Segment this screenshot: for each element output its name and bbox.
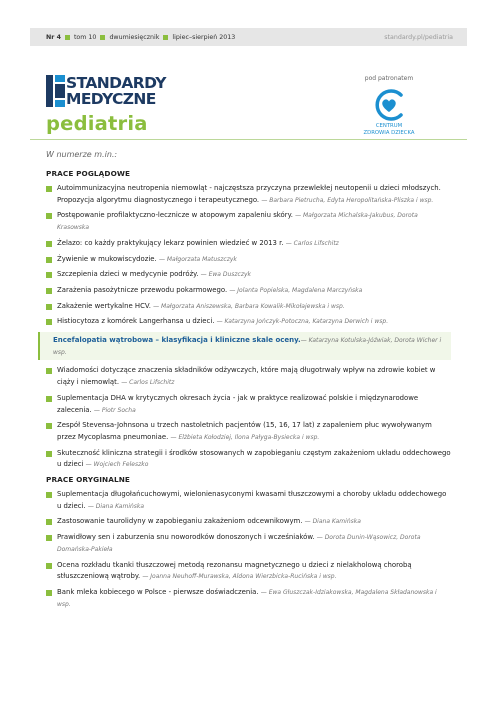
article-title: Zakażenie wertykalne HCV.	[57, 301, 151, 310]
article-authors: — Dorota Dunin-Wąsowicz, Dorota Domańska-Pakieła	[57, 534, 421, 553]
article-title: Żywienie w mukowiscydozie.	[57, 254, 157, 263]
toc-item[interactable]	[46, 301, 451, 313]
standardy-medyczne-logo	[46, 75, 206, 111]
toc-item[interactable]	[46, 316, 451, 328]
article-title: Postępowanie profilaktyczno-lecznicze w atopowym zapaleniu skóry.	[57, 211, 293, 220]
toc-item[interactable]	[46, 210, 451, 233]
square-bullet-icon	[100, 35, 105, 40]
article-title: Szczepienia dzieci w medycynie podróży.	[57, 270, 199, 279]
square-bullet-icon	[46, 368, 52, 374]
patronage-org-line-2: ZDROWIA DZIECKA	[363, 129, 415, 136]
logo-line-2: MEDYCZNE	[66, 90, 156, 108]
toc-item[interactable]	[46, 269, 451, 281]
site-link[interactable]: standardy.pl/pediatria	[384, 33, 453, 41]
patronage-block	[354, 75, 424, 136]
square-bullet-icon	[46, 451, 52, 457]
square-bullet-icon	[46, 257, 52, 263]
article-title: Zespół Stevensa-Johnsona u trzech nastoletnich pacjentów (15, 16, 17 lat) z zapaleniem płuc wywoływanym przez Mycoplasma pneumoniae.	[57, 421, 432, 441]
article-title: Suplementacja długołańcuchowymi, wielonienasyconymi kwasami tłuszczowymi a choroby układu oddechowego u dzieci.	[57, 490, 447, 510]
toc-item[interactable]	[46, 285, 451, 297]
featured-article-title: Encefalopatia wątrobowa – klasyfikacja i kliniczne skale oceny.	[53, 336, 301, 345]
article-authors: — Małgorzata Michalska-Jakubus, Dorota Krasowska	[57, 212, 418, 232]
article-title: Zarażenia pasożytnicze przewodu pokarmowego.	[57, 285, 228, 294]
article-authors: — Diana Kamińska	[87, 502, 145, 510]
article-title: Autoimmunizacyjna neutropenia niemowląt - najczęstsza przyczyna przewlekłej neutopenii u dzieci młodszych. Propozycja algorytmu diagnostycznego i terapeutycznego.	[57, 184, 441, 204]
logo-s-mark-icon	[46, 75, 65, 107]
article-authors: — Katarzyna Jończyk-Potoczna, Katarzyna Derwich i wsp.	[216, 318, 389, 326]
square-bullet-icon	[46, 288, 52, 294]
square-bullet-icon	[46, 423, 52, 429]
square-bullet-icon	[46, 319, 52, 325]
square-bullet-icon	[46, 304, 52, 310]
toc-item[interactable]	[46, 448, 451, 471]
square-bullet-icon	[46, 186, 52, 192]
issue-info	[46, 34, 235, 41]
logo-line-1: STANDARDY	[66, 74, 166, 92]
article-authors: — Barbara Pietrucha, Edyta Heropolitańska-Pliszka i wsp.	[261, 196, 434, 204]
square-bullet-icon	[46, 563, 52, 569]
square-bullet-icon	[46, 519, 52, 525]
article-authors: — Joanna Neuhoff-Murawska, Aldona Wierzbicka-Rucińska i wsp.	[142, 573, 337, 581]
patronage-org-line-1: CENTRUM	[375, 123, 403, 129]
article-title: Skuteczność kliniczna strategii i środków stosowanych w zapobieganiu częstym zakażeniom układu oddechowego u dzieci	[57, 448, 451, 469]
square-bullet-icon	[65, 35, 70, 40]
article-authors: — Diana Kamińska	[304, 518, 361, 526]
toc-item[interactable]	[46, 489, 451, 512]
toc-item[interactable]	[46, 516, 451, 528]
article-authors: — Małgorzata Aniszewska, Barbara Kowalik-Mikołajewska i wsp.	[153, 302, 345, 310]
table-of-contents	[46, 169, 451, 614]
section-title-review: PRACE POGLĄDOWE	[46, 169, 131, 178]
article-authors: — Wojciech Feleszko	[85, 461, 149, 469]
issue-intro: W numerze m.in.:	[46, 150, 118, 159]
square-bullet-icon	[163, 35, 168, 40]
featured-article[interactable]	[38, 332, 451, 360]
article-authors: — Piotr Socha	[93, 406, 136, 414]
issue-period: lipiec–sierpień 2013	[172, 33, 236, 41]
toc-item[interactable]	[46, 365, 451, 388]
toc-item[interactable]	[46, 532, 451, 555]
article-title: Wiadomości dotyczące znaczenia składników odżywczych, które mają długotrwały wpływ na zdrowie kobiet w ciąży i niemowląt.	[57, 366, 436, 387]
toc-item[interactable]	[46, 393, 451, 416]
issue-frequency: dwumiesięcznik	[109, 33, 160, 41]
patronage-label: pod patronatem	[364, 75, 414, 82]
journal-subtitle: pediatria	[46, 112, 148, 135]
issue-volume: tom 10	[73, 33, 97, 41]
article-authors: — Jolanta Popielska, Magdalena Marczyńska	[229, 286, 363, 294]
article-title: Bank mleka kobiecego w Polsce - pierwsze doświadczenia.	[57, 587, 259, 596]
article-authors: — Carlos Lifschitz	[121, 379, 175, 387]
featured-article-authors: — Katarzyna Kotulska-Jóźwiak, Dorota Wicher i wsp.	[53, 337, 442, 356]
issue-number: Nr 4	[46, 33, 61, 41]
toc-item[interactable]	[46, 560, 451, 583]
section-title-original: PRACE ORYGINALNE	[46, 475, 130, 485]
square-bullet-icon	[46, 590, 52, 596]
square-bullet-icon	[46, 535, 52, 541]
article-title: Prawidłowy sen i zaburzenia snu noworodków donoszonych i wcześniaków.	[57, 533, 315, 542]
article-title: Histiocytoza z komórek Langerhansa u dzieci.	[57, 317, 215, 326]
header-divider	[30, 139, 467, 140]
article-title: Zastosowanie taurolidyny w zapobieganiu zakażeniom odcewnikowym.	[57, 517, 303, 526]
toc-item[interactable]	[46, 587, 451, 610]
article-title: Żelazo: co każdy praktykujący lekarz powinien wiedzieć w 2013 r.	[57, 238, 284, 247]
square-bullet-icon	[46, 213, 52, 219]
toc-item[interactable]	[46, 254, 451, 266]
article-authors: — Ewa Duszczyk	[200, 271, 252, 279]
article-authors: — Elżbieta Kołodziej, Ilona Pałyga-Bysiecka i wsp.	[170, 433, 320, 441]
article-authors: — Carlos Lifschitz	[285, 239, 339, 247]
square-bullet-icon	[46, 396, 52, 402]
issue-bar	[30, 28, 467, 46]
square-bullet-icon	[46, 272, 52, 278]
article-authors: — Ewa Głuszczak-Idziakowska, Magdalena Składanowska i wsp.	[57, 588, 437, 608]
toc-item[interactable]	[46, 183, 451, 206]
square-bullet-icon	[46, 241, 52, 247]
article-title: Suplementacja DHA w krytycznych okresach życia - jak w praktyce realizować polskie i międzynarodowe zalecenia.	[57, 393, 419, 414]
toc-item[interactable]	[46, 238, 451, 250]
czd-heart-logo-icon	[370, 88, 408, 122]
toc-item[interactable]	[46, 420, 451, 443]
article-title: Ocena rozkładu tkanki tłuszczowej metodą rezonansu magnetycznego u dzieci z nielakholową chorobą stłuszczeniową wątroby.	[57, 560, 412, 581]
article-authors: — Małgorzata Matuszczyk	[158, 255, 237, 263]
square-bullet-icon	[46, 492, 52, 498]
